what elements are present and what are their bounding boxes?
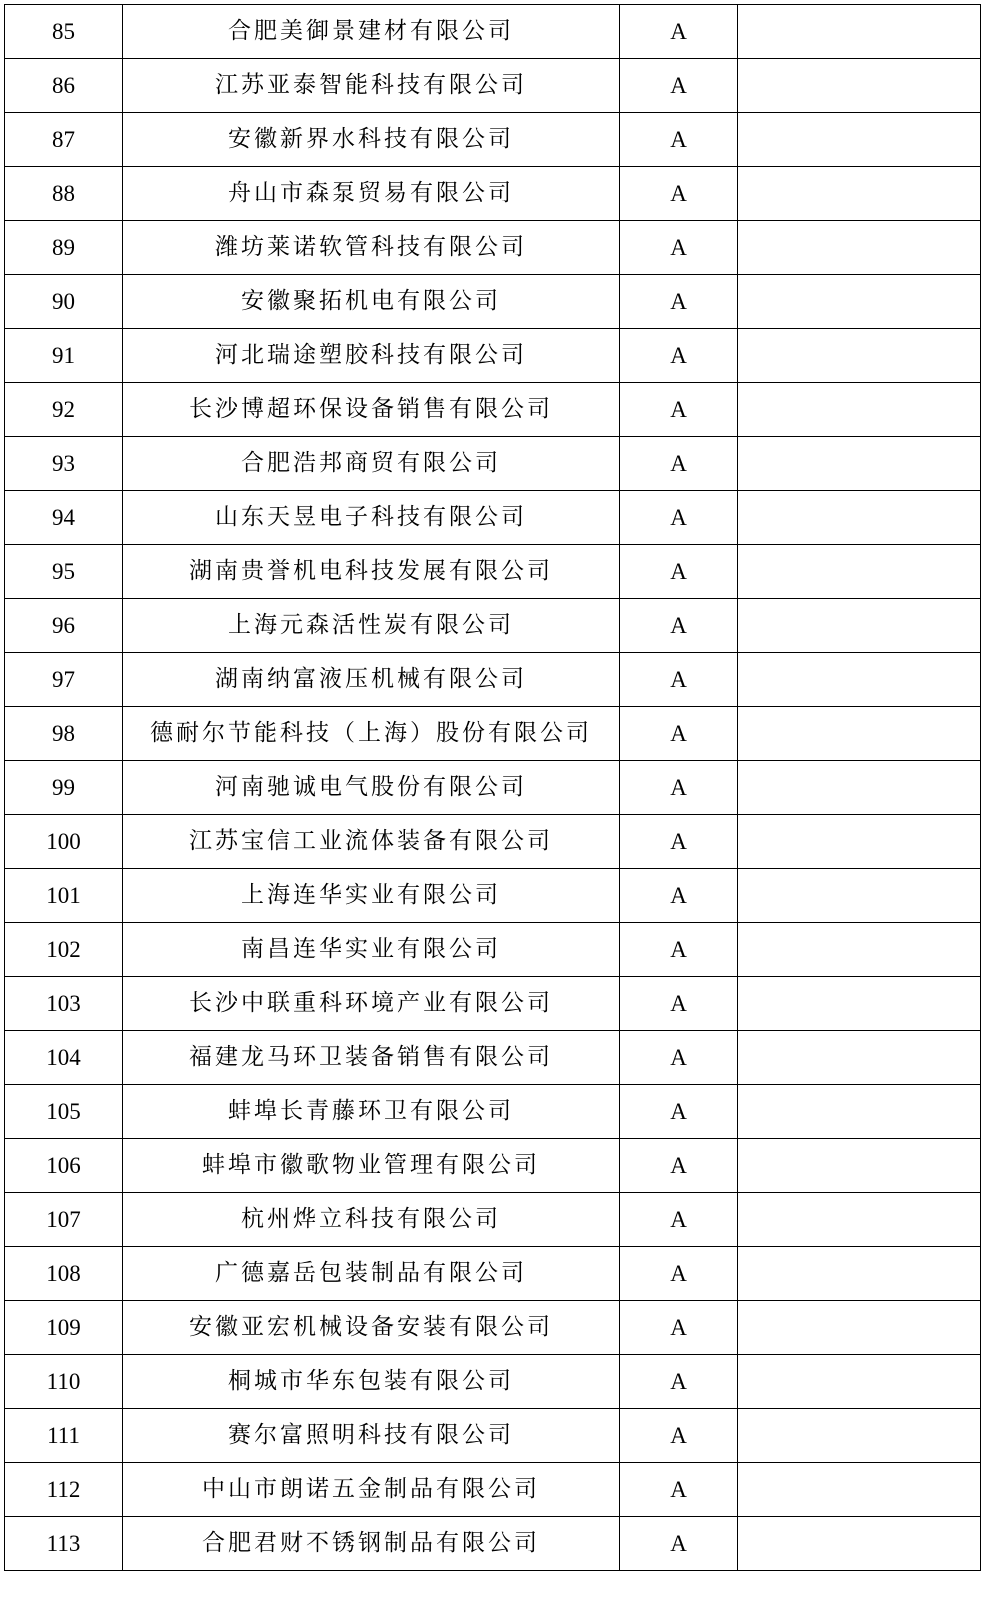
grade-cell: A <box>620 761 738 815</box>
grade-cell: A <box>620 167 738 221</box>
row-number-cell: 99 <box>5 761 123 815</box>
table-row <box>5 167 981 221</box>
grade-cell: A <box>620 545 738 599</box>
company-name-cell: 长沙博超环保设备销售有限公司 <box>123 383 620 437</box>
grade-cell: A <box>620 1031 738 1085</box>
grade-cell: A <box>620 113 738 167</box>
table-row <box>5 491 981 545</box>
company-name-cell: 蚌埠市徽歌物业管理有限公司 <box>123 1139 620 1193</box>
grade-cell: A <box>620 1463 738 1517</box>
table-row <box>5 1193 981 1247</box>
row-number-cell: 113 <box>5 1517 123 1571</box>
grade-cell: A <box>620 869 738 923</box>
company-name-cell: 湖南纳富液压机械有限公司 <box>123 653 620 707</box>
grade-cell: A <box>620 1409 738 1463</box>
company-name-cell: 德耐尔节能科技（上海）股份有限公司 <box>123 707 620 761</box>
grade-cell: A <box>620 599 738 653</box>
row-number-cell: 91 <box>5 329 123 383</box>
company-name-cell: 江苏亚泰智能科技有限公司 <box>123 59 620 113</box>
row-number-cell: 108 <box>5 1247 123 1301</box>
remark-cell <box>738 1463 981 1517</box>
grade-cell: A <box>620 923 738 977</box>
grade-cell: A <box>620 653 738 707</box>
company-name-cell: 长沙中联重科环境产业有限公司 <box>123 977 620 1031</box>
row-number-cell: 89 <box>5 221 123 275</box>
company-name-cell: 蚌埠长青藤环卫有限公司 <box>123 1085 620 1139</box>
row-number-cell: 97 <box>5 653 123 707</box>
grade-cell: A <box>620 977 738 1031</box>
remark-cell <box>738 707 981 761</box>
company-name-cell: 福建龙马环卫装备销售有限公司 <box>123 1031 620 1085</box>
table-row <box>5 761 981 815</box>
remark-cell <box>738 545 981 599</box>
grade-cell: A <box>620 815 738 869</box>
row-number-cell: 111 <box>5 1409 123 1463</box>
company-name-cell: 广德嘉岳包装制品有限公司 <box>123 1247 620 1301</box>
row-number-cell: 90 <box>5 275 123 329</box>
row-number-cell: 104 <box>5 1031 123 1085</box>
grade-cell: A <box>620 221 738 275</box>
table-body <box>5 5 981 1571</box>
remark-cell <box>738 1031 981 1085</box>
company-name-cell: 上海元森活性炭有限公司 <box>123 599 620 653</box>
row-number-cell: 98 <box>5 707 123 761</box>
table-row <box>5 707 981 761</box>
company-name-cell: 杭州烨立科技有限公司 <box>123 1193 620 1247</box>
remark-cell <box>738 761 981 815</box>
row-number-cell: 107 <box>5 1193 123 1247</box>
row-number-cell: 94 <box>5 491 123 545</box>
company-name-cell: 河北瑞途塑胶科技有限公司 <box>123 329 620 383</box>
remark-cell <box>738 1517 981 1571</box>
row-number-cell: 103 <box>5 977 123 1031</box>
company-name-cell: 湖南贵誉机电科技发展有限公司 <box>123 545 620 599</box>
company-name-cell: 安徽亚宏机械设备安装有限公司 <box>123 1301 620 1355</box>
company-name-cell: 上海连华实业有限公司 <box>123 869 620 923</box>
company-name-cell: 合肥美御景建材有限公司 <box>123 5 620 59</box>
grade-cell: A <box>620 1085 738 1139</box>
remark-cell <box>738 437 981 491</box>
table-row <box>5 1409 981 1463</box>
row-number-cell: 102 <box>5 923 123 977</box>
remark-cell <box>738 653 981 707</box>
table-row <box>5 1463 981 1517</box>
row-number-cell: 100 <box>5 815 123 869</box>
grade-cell: A <box>620 275 738 329</box>
table-row <box>5 815 981 869</box>
table-row <box>5 653 981 707</box>
grade-cell: A <box>620 1139 738 1193</box>
table-row <box>5 221 981 275</box>
remark-cell <box>738 221 981 275</box>
table-row <box>5 5 981 59</box>
company-name-cell: 安徽新界水科技有限公司 <box>123 113 620 167</box>
remark-cell <box>738 329 981 383</box>
remark-cell <box>738 1355 981 1409</box>
table-row <box>5 1301 981 1355</box>
company-name-cell: 桐城市华东包装有限公司 <box>123 1355 620 1409</box>
table-row <box>5 1247 981 1301</box>
row-number-cell: 86 <box>5 59 123 113</box>
table-row <box>5 1517 981 1571</box>
grade-cell: A <box>620 707 738 761</box>
supplier-grade-table <box>4 4 981 1571</box>
remark-cell <box>738 167 981 221</box>
row-number-cell: 85 <box>5 5 123 59</box>
table-row <box>5 923 981 977</box>
company-name-cell: 中山市朗诺五金制品有限公司 <box>123 1463 620 1517</box>
grade-cell: A <box>620 383 738 437</box>
table-row <box>5 437 981 491</box>
remark-cell <box>738 815 981 869</box>
remark-cell <box>738 59 981 113</box>
row-number-cell: 106 <box>5 1139 123 1193</box>
company-name-cell: 南昌连华实业有限公司 <box>123 923 620 977</box>
remark-cell <box>738 1409 981 1463</box>
table-row <box>5 1139 981 1193</box>
table-row <box>5 977 981 1031</box>
table-row <box>5 599 981 653</box>
remark-cell <box>738 1139 981 1193</box>
row-number-cell: 93 <box>5 437 123 491</box>
company-name-cell: 山东天昱电子科技有限公司 <box>123 491 620 545</box>
grade-cell: A <box>620 437 738 491</box>
remark-cell <box>738 275 981 329</box>
grade-cell: A <box>620 1301 738 1355</box>
grade-cell: A <box>620 59 738 113</box>
remark-cell <box>738 869 981 923</box>
table-row <box>5 113 981 167</box>
company-name-cell: 潍坊莱诺软管科技有限公司 <box>123 221 620 275</box>
remark-cell <box>738 977 981 1031</box>
grade-cell: A <box>620 5 738 59</box>
grade-cell: A <box>620 1247 738 1301</box>
company-name-cell: 河南驰诚电气股份有限公司 <box>123 761 620 815</box>
company-name-cell: 舟山市森泵贸易有限公司 <box>123 167 620 221</box>
grade-cell: A <box>620 1517 738 1571</box>
document-page <box>4 4 981 1571</box>
remark-cell <box>738 1085 981 1139</box>
table-row <box>5 329 981 383</box>
row-number-cell: 92 <box>5 383 123 437</box>
remark-cell <box>738 599 981 653</box>
company-name-cell: 赛尔富照明科技有限公司 <box>123 1409 620 1463</box>
grade-cell: A <box>620 1355 738 1409</box>
remark-cell <box>738 1247 981 1301</box>
grade-cell: A <box>620 1193 738 1247</box>
row-number-cell: 88 <box>5 167 123 221</box>
remark-cell <box>738 383 981 437</box>
company-name-cell: 安徽聚拓机电有限公司 <box>123 275 620 329</box>
table-row <box>5 1031 981 1085</box>
table-row <box>5 383 981 437</box>
company-name-cell: 合肥君财不锈钢制品有限公司 <box>123 1517 620 1571</box>
row-number-cell: 112 <box>5 1463 123 1517</box>
table-row <box>5 1085 981 1139</box>
remark-cell <box>738 113 981 167</box>
company-name-cell: 江苏宝信工业流体装备有限公司 <box>123 815 620 869</box>
table-row <box>5 59 981 113</box>
table-row <box>5 545 981 599</box>
table-row <box>5 869 981 923</box>
grade-cell: A <box>620 329 738 383</box>
row-number-cell: 110 <box>5 1355 123 1409</box>
row-number-cell: 109 <box>5 1301 123 1355</box>
grade-cell: A <box>620 491 738 545</box>
table-row <box>5 275 981 329</box>
remark-cell <box>738 1301 981 1355</box>
row-number-cell: 105 <box>5 1085 123 1139</box>
remark-cell <box>738 491 981 545</box>
remark-cell <box>738 1193 981 1247</box>
table-row <box>5 1355 981 1409</box>
row-number-cell: 101 <box>5 869 123 923</box>
row-number-cell: 95 <box>5 545 123 599</box>
company-name-cell: 合肥浩邦商贸有限公司 <box>123 437 620 491</box>
remark-cell <box>738 923 981 977</box>
row-number-cell: 87 <box>5 113 123 167</box>
row-number-cell: 96 <box>5 599 123 653</box>
remark-cell <box>738 5 981 59</box>
